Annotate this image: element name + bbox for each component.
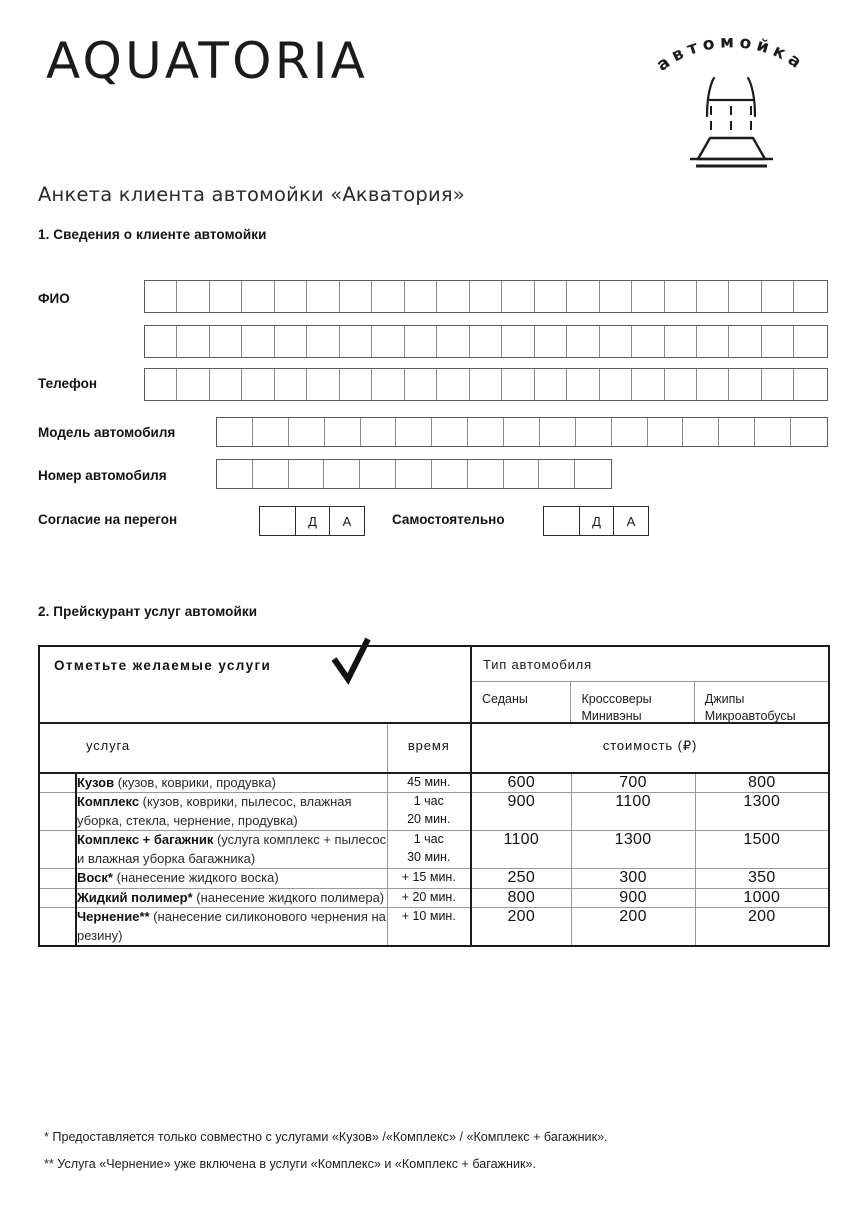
service-time-chernenie-line1: + 10 мин. bbox=[401, 909, 456, 924]
consent-self-mark-box[interactable] bbox=[544, 507, 580, 535]
vehicle-column-sedans bbox=[472, 682, 571, 722]
input-cell[interactable] bbox=[432, 460, 468, 488]
input-cell[interactable] bbox=[762, 326, 794, 357]
service-time-kompleks bbox=[387, 793, 471, 831]
service-price-kompleks-bagazhnik-sedans: 1100 bbox=[471, 831, 571, 869]
input-cell[interactable] bbox=[762, 281, 794, 312]
input-cell[interactable] bbox=[612, 418, 648, 446]
input-cell[interactable] bbox=[540, 418, 576, 446]
input-cell[interactable] bbox=[177, 369, 209, 400]
table-row[interactable] bbox=[39, 869, 829, 888]
input-cell[interactable] bbox=[253, 460, 289, 488]
footnotes bbox=[44, 1128, 834, 1182]
input-cell[interactable] bbox=[307, 369, 339, 400]
service-checkbox-kompleks[interactable] bbox=[39, 793, 76, 831]
input-cell[interactable] bbox=[665, 281, 697, 312]
service-price-vosk-sedans: 250 bbox=[471, 869, 571, 888]
service-desc-vosk: (нанесение жидкого воска) bbox=[112, 870, 279, 886]
input-cell[interactable] bbox=[791, 418, 827, 446]
input-cell[interactable] bbox=[470, 369, 502, 400]
vehicle-type-header: Тип автомобиля bbox=[483, 657, 592, 672]
input-cell[interactable] bbox=[361, 418, 397, 446]
service-name-chernenie bbox=[76, 908, 387, 946]
service-price-chernenie-jeeps: 200 bbox=[695, 908, 829, 946]
input-cell[interactable] bbox=[396, 418, 432, 446]
column-header-service: услуга bbox=[39, 723, 387, 773]
input-cell[interactable] bbox=[405, 326, 437, 357]
brand-wordmark: AQUATORIA bbox=[46, 32, 368, 90]
input-cell[interactable] bbox=[405, 281, 437, 312]
input-cell[interactable] bbox=[539, 460, 575, 488]
consent-transfer-no[interactable]: А bbox=[342, 513, 352, 529]
table-row[interactable] bbox=[39, 831, 829, 869]
service-desc-kompleks-bagazhnik: (услуга комплекс + пылесос и влажная уборка багажника) bbox=[77, 832, 387, 866]
input-cell[interactable] bbox=[632, 369, 664, 400]
input-cell[interactable] bbox=[145, 281, 177, 312]
input-cell[interactable] bbox=[340, 369, 372, 400]
vehicle-column-jeeps-line1: Джипы bbox=[704, 692, 745, 706]
service-title-polimer: Жидкий полимер* bbox=[77, 889, 193, 905]
input-cell[interactable] bbox=[567, 326, 599, 357]
label-consent-transfer: Согласие на перегон bbox=[38, 512, 178, 527]
input-cell[interactable] bbox=[504, 460, 540, 488]
input-cell[interactable] bbox=[762, 369, 794, 400]
consent-transfer-mark-box[interactable] bbox=[260, 507, 296, 535]
table-row[interactable] bbox=[39, 773, 829, 793]
input-cell[interactable] bbox=[502, 281, 534, 312]
input-cell[interactable] bbox=[437, 326, 469, 357]
service-price-kuzov-crossovers: 700 bbox=[571, 773, 695, 793]
input-cell[interactable] bbox=[502, 326, 534, 357]
input-cell[interactable] bbox=[729, 326, 761, 357]
price-list-table bbox=[38, 645, 830, 947]
svg-text:автомойка bbox=[653, 32, 809, 75]
input-cell[interactable] bbox=[340, 326, 372, 357]
vehicle-column-crossovers bbox=[571, 682, 694, 722]
page-header bbox=[0, 0, 865, 180]
input-cell[interactable] bbox=[307, 326, 339, 357]
service-price-kompleks-bagazhnik-crossovers: 1300 bbox=[571, 831, 695, 869]
input-cell[interactable] bbox=[275, 369, 307, 400]
service-price-vosk-jeeps: 350 bbox=[695, 869, 829, 888]
label-car-number: Номер автомобиля bbox=[38, 468, 167, 483]
input-cell[interactable] bbox=[470, 281, 502, 312]
service-time-kompleks-bagazhnik-line1: 1 час bbox=[413, 832, 444, 847]
service-desc-kompleks: (кузов, коврики, пылесос, влажная уборка, стекла, чернение, продувка) bbox=[77, 794, 352, 828]
input-cell[interactable] bbox=[794, 281, 826, 312]
label-consent-self: Самостоятельно bbox=[392, 512, 505, 527]
service-title-vosk: Воск* bbox=[77, 870, 113, 886]
input-phone[interactable] bbox=[144, 368, 828, 401]
footnote-single-asterisk: * Предоставляется только совместно с услугами «Кузов» /«Комплекс» / «Комплекс + багажник». bbox=[44, 1130, 608, 1144]
mark-services-row bbox=[39, 646, 829, 723]
service-time-kompleks-bagazhnik-line2: 30 мин. bbox=[407, 849, 451, 864]
service-price-polimer-crossovers: 900 bbox=[571, 888, 695, 907]
input-cell[interactable] bbox=[794, 326, 826, 357]
input-cell[interactable] bbox=[600, 369, 632, 400]
consent-transfer-group[interactable] bbox=[259, 506, 365, 536]
service-time-kompleks-bagazhnik bbox=[387, 831, 471, 869]
input-cell[interactable] bbox=[535, 369, 567, 400]
service-title-kompleks-bagazhnik: Комплекс + багажник bbox=[77, 832, 214, 848]
vehicle-column-sedans-line1: Седаны bbox=[482, 692, 528, 706]
input-cell[interactable] bbox=[242, 281, 274, 312]
input-cell[interactable] bbox=[665, 369, 697, 400]
input-cell[interactable] bbox=[145, 326, 177, 357]
input-cell[interactable] bbox=[275, 326, 307, 357]
input-cell[interactable] bbox=[535, 326, 567, 357]
service-title-kompleks: Комплекс bbox=[77, 794, 140, 810]
input-cell[interactable] bbox=[575, 460, 611, 488]
vehicle-type-block bbox=[471, 646, 829, 723]
input-cell[interactable] bbox=[432, 418, 468, 446]
service-price-polimer-sedans: 800 bbox=[471, 888, 571, 907]
input-cell[interactable] bbox=[253, 418, 289, 446]
consent-transfer-yes[interactable]: Д bbox=[296, 507, 330, 535]
input-cell[interactable] bbox=[535, 281, 567, 312]
input-cell[interactable] bbox=[470, 326, 502, 357]
input-cell[interactable] bbox=[396, 460, 432, 488]
input-full-name-line-2[interactable] bbox=[144, 325, 828, 358]
input-cell[interactable] bbox=[504, 418, 540, 446]
input-car-number[interactable] bbox=[216, 459, 612, 489]
table-row[interactable] bbox=[39, 888, 829, 907]
service-name-polimer bbox=[76, 888, 387, 907]
input-cell[interactable] bbox=[340, 281, 372, 312]
vehicle-column-jeeps-line2: Микроавтобусы bbox=[704, 708, 796, 723]
service-time-chernenie bbox=[387, 908, 471, 946]
input-cell[interactable] bbox=[210, 281, 242, 312]
input-cell[interactable] bbox=[405, 369, 437, 400]
input-full-name-line-1[interactable] bbox=[144, 280, 828, 313]
service-desc-polimer: (нанесение жидкого полимера) bbox=[192, 889, 385, 905]
input-cell[interactable] bbox=[697, 369, 729, 400]
service-price-kompleks-crossovers: 1100 bbox=[571, 793, 695, 831]
input-cell[interactable] bbox=[242, 326, 274, 357]
input-cell[interactable] bbox=[567, 369, 599, 400]
consent-self-no[interactable]: А bbox=[626, 513, 636, 529]
input-cell[interactable] bbox=[289, 418, 325, 446]
service-time-kuzov bbox=[387, 773, 471, 793]
input-cell[interactable] bbox=[632, 281, 664, 312]
mark-services-banner bbox=[39, 646, 471, 723]
input-cell[interactable] bbox=[632, 326, 664, 357]
table-row[interactable] bbox=[39, 908, 829, 946]
input-cell[interactable] bbox=[242, 369, 274, 400]
service-time-vosk bbox=[387, 869, 471, 888]
service-checkbox-kuzov[interactable] bbox=[39, 773, 76, 793]
service-name-kuzov bbox=[76, 773, 387, 793]
service-price-chernenie-sedans: 200 bbox=[471, 908, 571, 946]
input-cell[interactable] bbox=[275, 281, 307, 312]
section-1-heading: 1. Сведения о клиенте автомойки bbox=[38, 227, 267, 242]
service-title-kuzov: Кузов bbox=[77, 775, 115, 790]
input-cell[interactable] bbox=[325, 418, 361, 446]
label-car-model: Модель автомобиля bbox=[38, 425, 176, 440]
service-price-kuzov-jeeps: 800 bbox=[695, 773, 829, 793]
column-header-time: время bbox=[387, 723, 471, 773]
input-cell[interactable] bbox=[468, 418, 504, 446]
service-price-vosk-crossovers: 300 bbox=[571, 869, 695, 888]
service-checkbox-polimer[interactable] bbox=[39, 888, 76, 907]
brand-arc-text: автомойка bbox=[652, 32, 810, 76]
input-cell[interactable] bbox=[683, 418, 719, 446]
input-car-model[interactable] bbox=[216, 417, 828, 447]
column-header-price: стоимость (₽) bbox=[471, 723, 829, 773]
car-wash-spray-icon bbox=[626, 18, 836, 168]
input-cell[interactable] bbox=[719, 418, 755, 446]
label-phone: Телефон bbox=[38, 376, 98, 391]
input-cell[interactable] bbox=[210, 369, 242, 400]
service-price-polimer-jeeps: 1000 bbox=[695, 888, 829, 907]
input-cell[interactable] bbox=[567, 281, 599, 312]
label-full-name: ФИО bbox=[38, 291, 70, 306]
vehicle-column-crossovers-line2: Минивэны bbox=[581, 708, 642, 723]
service-time-polimer bbox=[387, 888, 471, 907]
service-name-kompleks bbox=[76, 793, 387, 831]
vehicle-column-jeeps bbox=[695, 682, 828, 722]
mark-services-label: Отметьте желаемые услуги bbox=[54, 658, 272, 673]
table-column-header-row bbox=[39, 723, 829, 773]
input-cell[interactable] bbox=[324, 460, 360, 488]
input-cell[interactable] bbox=[697, 326, 729, 357]
service-name-vosk bbox=[76, 869, 387, 888]
input-cell[interactable] bbox=[210, 326, 242, 357]
input-cell[interactable] bbox=[217, 460, 253, 488]
input-cell[interactable] bbox=[437, 369, 469, 400]
input-cell[interactable] bbox=[289, 460, 325, 488]
input-cell[interactable] bbox=[576, 418, 612, 446]
service-desc-chernenie: (нанесение силиконового чернения на резину) bbox=[77, 909, 386, 943]
input-cell[interactable] bbox=[307, 281, 339, 312]
section-2-heading: 2. Прейскурант услуг автомойки bbox=[38, 604, 258, 619]
vehicle-column-crossovers-line1: Кроссоверы bbox=[581, 692, 652, 706]
form-subtitle: Анкета клиента автомойки «Акватория» bbox=[38, 183, 465, 206]
service-checkbox-vosk[interactable] bbox=[39, 869, 76, 888]
input-cell[interactable] bbox=[794, 369, 826, 400]
service-checkbox-kompleks-bagazhnik[interactable] bbox=[39, 831, 76, 869]
input-cell[interactable] bbox=[177, 281, 209, 312]
service-title-chernenie: Чернение** bbox=[77, 909, 150, 925]
input-cell[interactable] bbox=[177, 326, 209, 357]
service-desc-kuzov: (кузов, коврики, продувка) bbox=[114, 775, 276, 790]
service-time-kuzov-line1: 45 мин. bbox=[407, 775, 451, 789]
service-time-polimer-line1: + 20 мин. bbox=[401, 889, 456, 904]
input-cell[interactable] bbox=[755, 418, 791, 446]
service-checkbox-chernenie[interactable] bbox=[39, 908, 76, 946]
input-cell[interactable] bbox=[729, 369, 761, 400]
service-price-kompleks-sedans: 900 bbox=[471, 793, 571, 831]
service-price-kompleks-jeeps: 1300 bbox=[695, 793, 829, 831]
input-cell[interactable] bbox=[648, 418, 684, 446]
input-cell[interactable] bbox=[600, 281, 632, 312]
input-cell[interactable] bbox=[145, 369, 177, 400]
input-cell[interactable] bbox=[437, 281, 469, 312]
table-row[interactable] bbox=[39, 793, 829, 831]
input-cell[interactable] bbox=[217, 418, 253, 446]
service-time-vosk-line1: + 15 мин. bbox=[401, 870, 456, 885]
input-cell[interactable] bbox=[360, 460, 396, 488]
service-time-kompleks-line1: 1 час bbox=[413, 794, 444, 809]
input-cell[interactable] bbox=[372, 369, 404, 400]
consent-self-yes[interactable]: Д bbox=[580, 507, 614, 535]
input-cell[interactable] bbox=[665, 326, 697, 357]
input-cell[interactable] bbox=[600, 326, 632, 357]
footnote-double-asterisk: ** Услуга «Чернение» уже включена в услуги «Комплекс» и «Комплекс + багажник». bbox=[44, 1156, 537, 1171]
input-cell[interactable] bbox=[729, 281, 761, 312]
service-price-kuzov-sedans: 600 bbox=[471, 773, 571, 793]
service-price-chernenie-crossovers: 200 bbox=[571, 908, 695, 946]
input-cell[interactable] bbox=[372, 326, 404, 357]
service-name-kompleks-bagazhnik bbox=[76, 831, 387, 869]
service-time-kompleks-line2: 20 мин. bbox=[407, 811, 451, 826]
service-price-kompleks-bagazhnik-jeeps: 1500 bbox=[695, 831, 829, 869]
consent-self-group[interactable] bbox=[543, 506, 649, 536]
input-cell[interactable] bbox=[502, 369, 534, 400]
input-cell[interactable] bbox=[468, 460, 504, 488]
input-cell[interactable] bbox=[697, 281, 729, 312]
input-cell[interactable] bbox=[372, 281, 404, 312]
